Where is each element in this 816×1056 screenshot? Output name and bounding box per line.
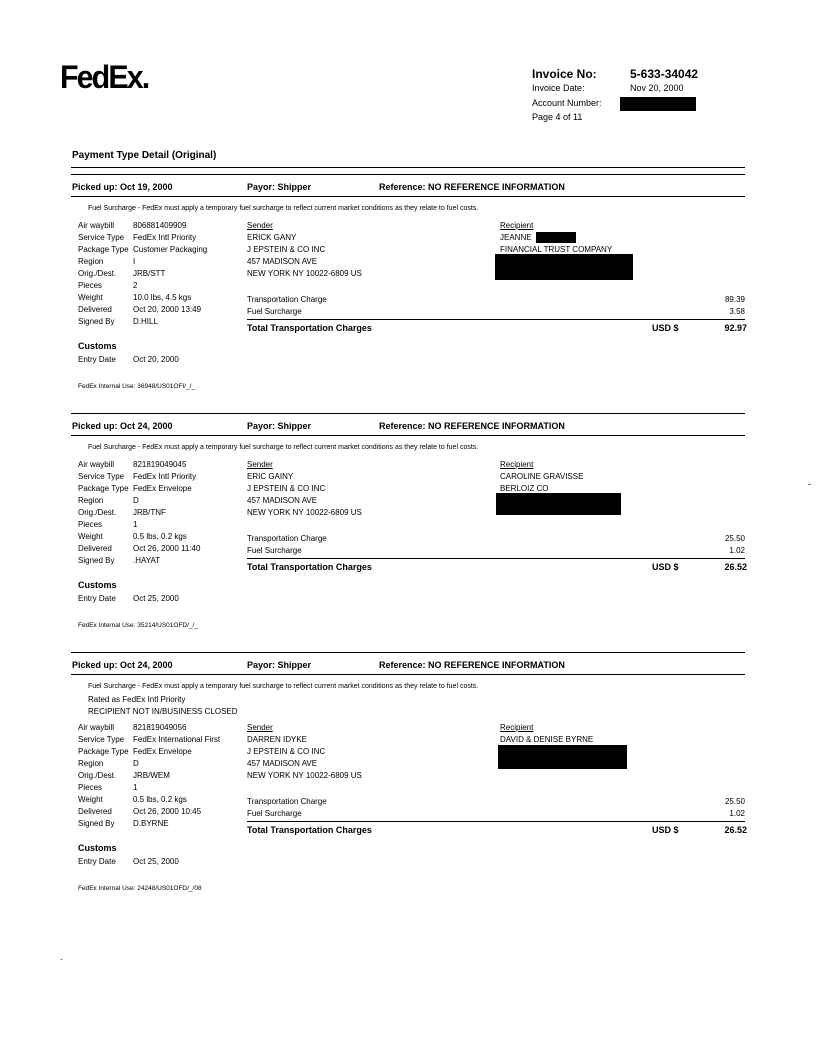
delivered-value: Oct 26, 2000 11:40 xyxy=(133,544,201,553)
sender-line: 457 MADISON AVE xyxy=(247,496,318,505)
customs-heading: Customs xyxy=(78,580,117,590)
section-title: Payment Type Detail (Original) xyxy=(72,150,217,161)
fuel-surcharge-value: 1.02 xyxy=(729,809,745,818)
charges-rule xyxy=(247,558,745,559)
logo-text: FedEx xyxy=(60,59,142,95)
signed-by-label: Signed By xyxy=(78,819,115,828)
sender-line: 457 MADISON AVE xyxy=(247,759,318,768)
service-type-value: FedEx Intl Priority xyxy=(133,472,197,481)
margin-mark: - xyxy=(808,479,811,489)
internal-use-code: FedEx Internal Use: 24248/US01OFD/_/08 xyxy=(78,885,202,892)
total-charges-label: Total Transportation Charges xyxy=(247,323,372,333)
picked-up-date: Picked up: Oct 24, 2000 xyxy=(72,660,173,670)
fuel-surcharge-value: 3.58 xyxy=(729,307,745,316)
signed-by-value: .HAYAT xyxy=(133,556,161,565)
internal-use-code: FedEx Internal Use: 35214/US01OFD/_/_ xyxy=(78,622,198,629)
transport-charge-label: Transportation Charge xyxy=(247,797,327,806)
pieces-label: Pieces xyxy=(78,520,103,529)
invoice-no-value: 5-633-34042 xyxy=(630,67,699,81)
region-label: Region xyxy=(78,257,104,266)
transport-charge-value: 89.39 xyxy=(724,295,745,304)
recipient-heading: Recipient xyxy=(500,723,534,732)
delivered-value: Oct 26, 2000 10:45 xyxy=(133,807,202,816)
region-value: D xyxy=(133,759,139,768)
total-charges-label: Total Transportation Charges xyxy=(247,562,372,572)
air-waybill-value: 821819049056 xyxy=(133,723,187,732)
sender-heading: Sender xyxy=(247,460,273,469)
currency-label: USD $ xyxy=(652,825,679,835)
weight-label: Weight xyxy=(78,532,103,541)
service-type-label: Service Type xyxy=(78,233,125,242)
signed-by-label: Signed By xyxy=(78,556,115,565)
recipient-redaction xyxy=(496,493,621,515)
pieces-value: 1 xyxy=(133,783,138,792)
sender-line: J EPSTEIN & CO INC xyxy=(247,245,326,254)
service-type-value: FedEx Intl Priority xyxy=(133,233,197,242)
weight-label: Weight xyxy=(78,293,103,302)
entry-date-label: Entry Date xyxy=(78,857,116,866)
signed-by-value: D.BYRNE xyxy=(133,819,169,828)
air-waybill-label: Air waybill xyxy=(78,723,115,732)
recipient-redaction xyxy=(498,745,627,769)
region-label: Region xyxy=(78,759,104,768)
entry-date-value: Oct 20, 2000 xyxy=(133,355,179,364)
currency-label: USD $ xyxy=(652,323,679,333)
air-waybill-value: 821819049045 xyxy=(133,460,187,469)
recipient-line: BERLOIZ CO xyxy=(500,484,549,493)
fuel-surcharge-label: Fuel Surcharge xyxy=(247,307,302,316)
entry-date-value: Oct 25, 2000 xyxy=(133,857,179,866)
region-value: I xyxy=(133,257,136,266)
reference: Reference: NO REFERENCE INFORMATION xyxy=(379,421,565,431)
payor: Payor: Shipper xyxy=(247,660,312,670)
sender-heading: Sender xyxy=(247,723,273,732)
margin-mark: . xyxy=(60,952,63,962)
orig-dest-value: JRB/WEM xyxy=(133,771,170,780)
service-type-value: FedEx International First xyxy=(133,735,221,744)
total-charges-label: Total Transportation Charges xyxy=(247,825,372,835)
air-waybill-label: Air waybill xyxy=(78,460,115,469)
recipient-line: CAROLINE GRAVISSE xyxy=(500,472,584,481)
picked-up-date: Picked up: Oct 19, 2000 xyxy=(72,182,173,192)
weight-label: Weight xyxy=(78,795,103,804)
fuel-surcharge-note: Fuel Surcharge - FedEx must apply a temporary fuel surcharge to reflect current market conditions as they relate to fuel costs. xyxy=(88,683,479,690)
delivered-label: Delivered xyxy=(78,544,112,553)
customs-heading: Customs xyxy=(78,341,117,351)
entry-date-label: Entry Date xyxy=(78,355,116,364)
signed-by-value: D.HILL xyxy=(133,317,158,326)
delivered-label: Delivered xyxy=(78,305,112,314)
shipment-header-rule xyxy=(71,674,745,675)
fuel-surcharge-value: 1.02 xyxy=(729,546,745,555)
air-waybill-label: Air waybill xyxy=(78,221,115,230)
recipient-line: DAVID & DENISE BYRNE xyxy=(500,735,594,744)
total-charges-value: 92.97 xyxy=(724,323,747,333)
region-label: Region xyxy=(78,496,104,505)
sender-line: J EPSTEIN & CO INC xyxy=(247,747,326,756)
package-type-label: Package Type xyxy=(78,747,129,756)
recipient-heading: Recipient xyxy=(500,221,534,230)
pieces-value: 2 xyxy=(133,281,138,290)
delivery-exception-note: RECIPIENT NOT IN/BUSINESS CLOSED xyxy=(88,707,238,716)
sender-line: 457 MADISON AVE xyxy=(247,257,318,266)
sender-line: DARREN IDYKE xyxy=(247,735,308,744)
total-charges-value: 26.52 xyxy=(724,825,747,835)
service-type-label: Service Type xyxy=(78,472,125,481)
shipment-header-rule xyxy=(71,196,745,197)
invoice-date-value: Nov 20, 2000 xyxy=(630,83,684,93)
shipment-top-rule xyxy=(71,174,745,175)
transport-charge-label: Transportation Charge xyxy=(247,295,327,304)
page-number: Page 4 of 11 xyxy=(532,112,583,122)
account-number-redaction xyxy=(620,97,696,111)
weight-value: 10.0 lbs, 4.5 kgs xyxy=(133,293,192,302)
sender-line: NEW YORK NY 10022-6809 US xyxy=(247,771,362,780)
orig-dest-label: Orig./Dest. xyxy=(78,508,117,517)
fuel-surcharge-label: Fuel Surcharge xyxy=(247,809,302,818)
rating-note: Rated as FedEx Intl Priority xyxy=(88,695,186,704)
reference: Reference: NO REFERENCE INFORMATION xyxy=(379,660,565,670)
shipment-header-rule xyxy=(71,435,745,436)
orig-dest-value: JRB/STT xyxy=(133,269,166,278)
entry-date-value: Oct 25, 2000 xyxy=(133,594,179,603)
sender-line: NEW YORK NY 10022-6809 US xyxy=(247,269,362,278)
charges-rule xyxy=(247,821,745,822)
shipment-top-rule xyxy=(71,413,745,414)
package-type-label: Package Type xyxy=(78,245,129,254)
region-value: D xyxy=(133,496,139,505)
orig-dest-label: Orig./Dest. xyxy=(78,269,117,278)
fuel-surcharge-note: Fuel Surcharge - FedEx must apply a temporary fuel surcharge to reflect current market conditions as they relate to fuel costs. xyxy=(88,205,479,212)
delivered-value: Oct 20, 2000 13:49 xyxy=(133,305,202,314)
package-type-value: Customer Packaging xyxy=(133,245,208,254)
account-number-label: Account Number: xyxy=(532,98,602,108)
air-waybill-value: 806881409909 xyxy=(133,221,187,230)
package-type-value: FedEx Envelope xyxy=(133,747,192,756)
weight-value: 0.5 lbs, 0.2 kgs xyxy=(133,532,187,541)
reference: Reference: NO REFERENCE INFORMATION xyxy=(379,182,565,192)
orig-dest-value: JRB/TNF xyxy=(133,508,166,517)
sender-line: J EPSTEIN & CO INC xyxy=(247,484,326,493)
transport-charge-value: 25.50 xyxy=(724,797,745,806)
sender-line: ERIC GAINY xyxy=(247,472,294,481)
entry-date-label: Entry Date xyxy=(78,594,116,603)
recipient-heading: Recipient xyxy=(500,460,534,469)
customs-heading: Customs xyxy=(78,843,117,853)
currency-label: USD $ xyxy=(652,562,679,572)
sender-line: NEW YORK NY 10022-6809 US xyxy=(247,508,362,517)
recipient-redaction xyxy=(536,232,576,243)
pieces-label: Pieces xyxy=(78,281,103,290)
shipment-top-rule xyxy=(71,652,745,653)
fedex-logo xyxy=(60,58,148,96)
picked-up-date: Picked up: Oct 24, 2000 xyxy=(72,421,173,431)
total-charges-value: 26.52 xyxy=(724,562,747,572)
transport-charge-value: 25.50 xyxy=(724,534,745,543)
orig-dest-label: Orig./Dest. xyxy=(78,771,117,780)
internal-use-code: FedEx Internal Use: 36948/US01OFI/_/_ xyxy=(78,383,196,390)
pieces-value: 1 xyxy=(133,520,138,529)
sender-heading: Sender xyxy=(247,221,273,230)
recipient-line: FINANCIAL TRUST COMPANY xyxy=(500,245,613,254)
pieces-label: Pieces xyxy=(78,783,103,792)
fuel-surcharge-note: Fuel Surcharge - FedEx must apply a temporary fuel surcharge to reflect current market conditions as they relate to fuel costs. xyxy=(88,444,479,451)
logo-dot: . xyxy=(141,59,149,95)
payor: Payor: Shipper xyxy=(247,182,312,192)
recipient-line: JEANNE xyxy=(500,233,532,242)
service-type-label: Service Type xyxy=(78,735,125,744)
transport-charge-label: Transportation Charge xyxy=(247,534,327,543)
sender-line: ERICK GANY xyxy=(247,233,297,242)
section-rule xyxy=(71,167,745,168)
fuel-surcharge-label: Fuel Surcharge xyxy=(247,546,302,555)
payor: Payor: Shipper xyxy=(247,421,312,431)
charges-rule xyxy=(247,319,745,320)
invoice-no-label: Invoice No: xyxy=(532,67,597,81)
package-type-label: Package Type xyxy=(78,484,129,493)
signed-by-label: Signed By xyxy=(78,317,115,326)
recipient-redaction xyxy=(495,254,633,280)
package-type-value: FedEx Envelope xyxy=(133,484,192,493)
delivered-label: Delivered xyxy=(78,807,112,816)
weight-value: 0.5 lbs, 0.2 kgs xyxy=(133,795,187,804)
invoice-date-label: Invoice Date: xyxy=(532,83,585,93)
